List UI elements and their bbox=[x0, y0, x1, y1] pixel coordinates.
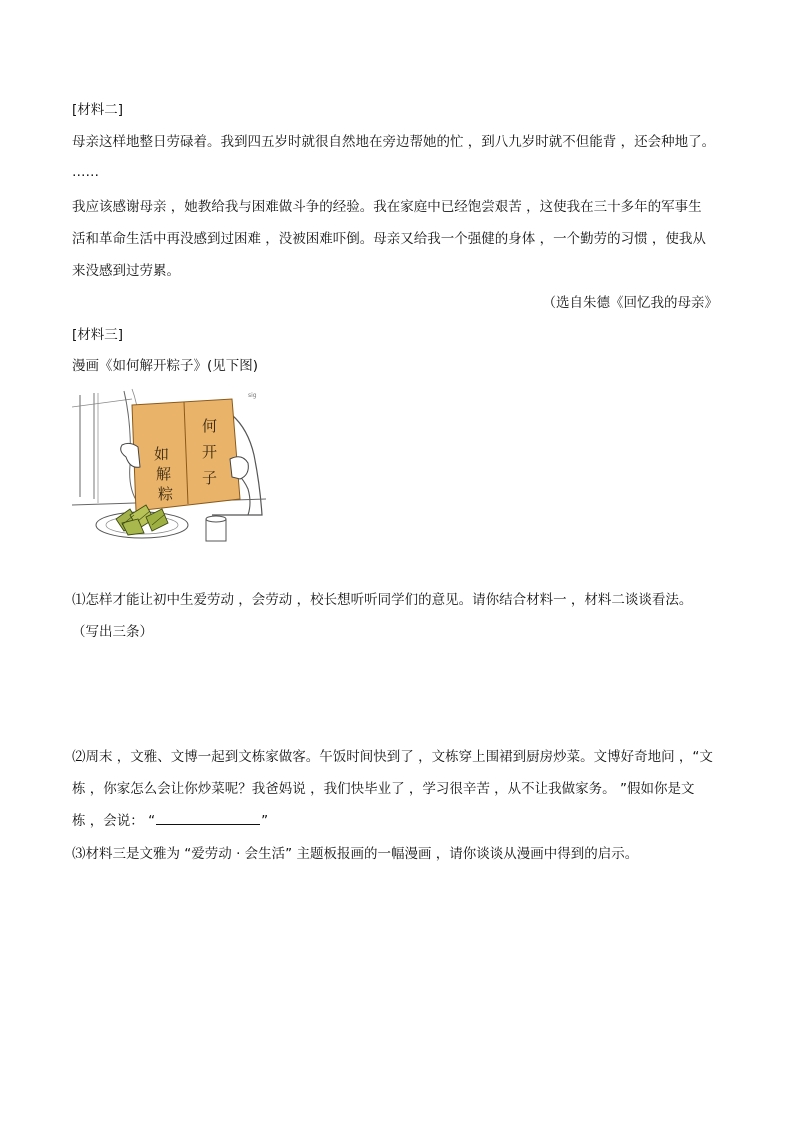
material2-source: （选自朱德《回忆我的母亲》 bbox=[542, 295, 718, 311]
question1-line1: ⑴怎样才能让初中生爱劳动 ，会劳动 ，校长想听听同学们的意见。请你结合材料一 ，材料二谈谈看法。 bbox=[72, 592, 693, 608]
material3-caption: 漫画《如何解开粽子》(见下图) bbox=[72, 358, 259, 374]
question1-line2: （写出三条） bbox=[72, 624, 153, 640]
book-char-6: 粽 bbox=[158, 485, 174, 503]
material2-paragraph2-line3: 来没感到过劳累。 bbox=[72, 263, 180, 279]
comic-signature: sig bbox=[248, 392, 257, 399]
book-char-2: 如 bbox=[154, 445, 170, 463]
question2-line3-prefix: 栋 ，会说： “ bbox=[72, 813, 156, 829]
question3-line1: ⑶材料三是文雅为 “爱劳动 · 会生活” 主题板报画的一幅漫画 ，请你谈谈从漫画中得到的启示。 bbox=[72, 846, 639, 862]
material2-paragraph2-line2: 活和革命生活中再没感到过困难 ，没被困难吓倒。母亲又给我一个强健的身体 ，一个勤劳的习惯 ，使我从 bbox=[72, 231, 706, 247]
question2-line3-suffix: ” bbox=[261, 813, 269, 829]
book-char-4: 解 bbox=[156, 465, 172, 483]
material2-paragraph2-line1: 我应该感谢母亲 ，她教给我与困难做斗争的经验。我在家庭中已经饱尝艰苦 ，这使我在三十多年的军事生 bbox=[72, 199, 702, 215]
book-char-3: 开 bbox=[202, 443, 218, 461]
book-char-1: 何 bbox=[202, 417, 218, 435]
answer-blank[interactable] bbox=[156, 811, 260, 825]
material3-heading: [材料三] bbox=[72, 327, 124, 343]
question2-line3 bbox=[72, 811, 732, 831]
material2-heading: [材料二] bbox=[72, 102, 124, 118]
material2-paragraph1: 母亲这样地整日劳碌着。我到四五岁时就很自然地在旁边帮她的忙 ，到八九岁时就不但能背 ，还会种地了。 bbox=[72, 134, 716, 150]
question2-line1: ⑵周末 ，文雅、文博一起到文栋家做客。午饭时间快到了 ，文栋穿上围裙到厨房炒菜。文博好奇地问 ，“文 bbox=[72, 749, 713, 765]
material2-ellipsis: …… bbox=[72, 164, 99, 180]
book-char-5: 子 bbox=[202, 469, 218, 487]
comic-how-to-untie-zongzi bbox=[72, 385, 266, 543]
question2-line2: 栋 ，你家怎么会让你炒菜呢？我爸妈说 ，我们快毕业了 ，学习很辛苦 ，从不让我做家务。 ”假如你是文 bbox=[72, 781, 695, 797]
